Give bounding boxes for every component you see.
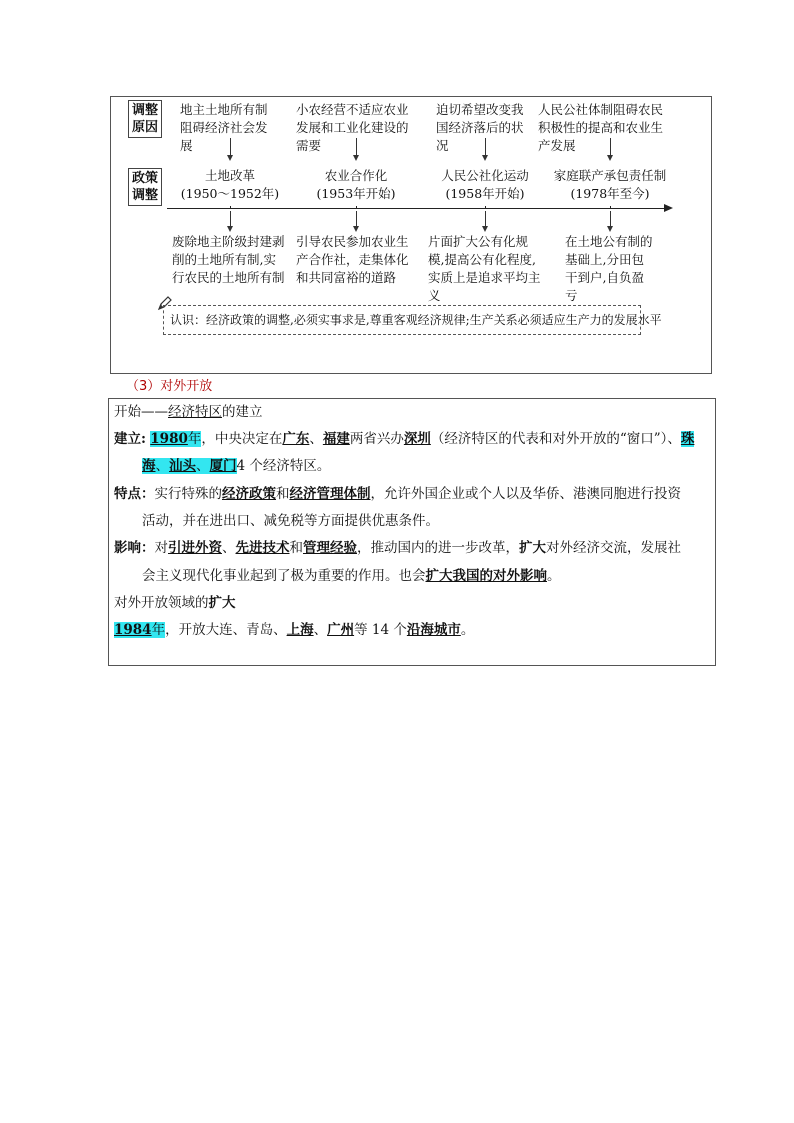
establish-text-3: （经济特区的代表和对外开放的“窗口”）、 [430, 431, 681, 447]
expand-title-text: 对外开放领域的 [114, 595, 209, 611]
comma-1: 、 [155, 458, 169, 474]
xiamen: 厦门 [209, 458, 237, 474]
policy-2-period: (1953年开始) [316, 186, 396, 201]
zhuhai-part-2: 海 [142, 458, 156, 474]
economic-management-system: 经济管理体制 [289, 486, 371, 502]
features-line-1 [114, 484, 681, 504]
y1984-text-1: ，开放大连、青岛、 [165, 622, 287, 638]
year-1980: 1980 [150, 431, 188, 447]
impact-text-3: 对外经济交流，发展社 [546, 540, 681, 556]
y1984-line [114, 620, 474, 640]
features-and: 和 [276, 486, 290, 502]
impact-line-1 [114, 538, 681, 558]
result-1: 废除地主阶级封建剥削的土地所有制,实行农民的土地所有制 [172, 234, 285, 285]
start-suffix: 的建立 [222, 404, 263, 420]
reason-3: 迫切希望改变我国经济落后的状况 [436, 102, 524, 153]
establish-sep: 、 [309, 431, 323, 447]
advanced-technology: 先进技术 [235, 540, 290, 556]
reason-4: 人民公社体制阻碍农民积极性的提高和农业生产发展 [538, 102, 664, 153]
reason-2: 小农经营不适应农业发展和工业化建设的需要 [296, 102, 409, 153]
policy-1 [170, 167, 290, 203]
zhuhai-part-1: 珠 [680, 431, 695, 447]
policy-1-name: 土地改革 [204, 168, 255, 183]
arrow-down [610, 138, 611, 156]
establish-line-1 [114, 429, 694, 449]
management-experience: 管理经验 [303, 540, 357, 556]
impact-text-4: 会主义现代化事业起到了极为重要的作用。也会 [142, 568, 426, 584]
policy-3-period: (1958年开始) [445, 186, 525, 201]
impact-and: 和 [289, 540, 303, 556]
establish-text-4: 4 个经济特区。 [236, 458, 331, 474]
policy-4-name: 家庭联产承包责任制 [553, 168, 667, 183]
shantou: 汕头 [169, 458, 196, 474]
year-1984: 1984 [114, 622, 152, 638]
result-4: 在土地公有制的基础上,分田包干到户,自负盈亏 [565, 234, 653, 303]
arrow-down [610, 211, 611, 227]
expand-influence: 扩大我国的对外影响 [425, 568, 547, 584]
policy-4 [548, 167, 672, 203]
establish-line-2 [142, 456, 330, 476]
timeline-axis [167, 208, 665, 209]
y1984-text-3: 。 [460, 622, 475, 638]
reason-1: 地主土地所有制阻碍经济社会发展 [180, 102, 268, 153]
arrow-down [356, 138, 357, 156]
expand-title-bold: 扩大 [208, 595, 236, 611]
year-1980-suffix: 年 [187, 431, 202, 447]
features-text-2: ，允许外国企业或个人以及华侨、港澳同胞进行投资 [370, 486, 681, 502]
policy-2-name: 农业合作化 [324, 168, 388, 183]
arrow-down [230, 211, 231, 227]
features-label: 特点： [114, 486, 155, 502]
row-label-reason [128, 100, 162, 138]
establish-text-2: 两省兴办 [349, 431, 404, 447]
shenzhen: 深圳 [403, 431, 431, 447]
economic-policy: 经济政策 [222, 486, 276, 502]
arrow-down [485, 211, 486, 227]
impact-text-5: 。 [547, 568, 561, 584]
comma-2: 、 [196, 458, 210, 474]
policy-3 [425, 167, 545, 203]
policy-1-period: (1950～1952年) [180, 186, 280, 201]
impact-line-2 [142, 566, 561, 586]
expand-title [114, 593, 236, 613]
impact-text-2: ，推动国内的进一步改革， [357, 540, 519, 556]
coastal-cities: 沿海城市 [406, 622, 461, 638]
special-economic-zone: 经济特区 [168, 404, 222, 420]
features-text-3: 活动，并在进出口、减免税等方面提供优惠条件。 [142, 513, 439, 529]
row-label-policy-text: 政策调整 [131, 171, 158, 203]
insight-note [163, 305, 662, 335]
shanghai: 上海 [286, 622, 314, 638]
guangzhou: 广州 [327, 622, 355, 638]
features-line-2 [142, 511, 439, 531]
impact-expand: 扩大 [519, 540, 546, 556]
foreign-capital: 引进外资 [168, 540, 222, 556]
features-text-1: 实行特殊的 [154, 486, 222, 502]
start-line [114, 402, 263, 422]
impact-label: 影响： [114, 540, 155, 556]
guangdong: 广东 [282, 431, 310, 447]
establish-label: 建立: [114, 431, 146, 447]
start-prefix: 开始—— [114, 404, 168, 420]
y1984-text-2: 等 14 个 [354, 622, 407, 638]
arrow-down [485, 138, 486, 156]
row-label-policy [128, 168, 162, 206]
policy-3-name: 人民公社化运动 [441, 168, 529, 183]
year-1984-suffix: 年 [151, 622, 166, 638]
result-2: 引导农民参加农业生产合作社，走集体化和共同富裕的道路 [296, 234, 409, 285]
result-3: 片面扩大公有化规模,提高公有化程度,实质上是追求平均主义 [428, 234, 541, 303]
fujian: 福建 [322, 431, 350, 447]
section-heading-opening-up: （3）对外开放 [126, 379, 213, 394]
establish-text-1: ，中央决定在 [201, 431, 283, 447]
policy-4-period: (1978年至今) [570, 186, 650, 201]
arrow-down [230, 138, 231, 156]
policy-2 [296, 167, 416, 203]
arrow-down [356, 211, 357, 227]
row-label-reason-text: 调整原因 [131, 103, 158, 135]
y1984-sep: 、 [313, 622, 328, 638]
impact-sep-1: 、 [222, 540, 236, 556]
impact-text-1: 对 [154, 540, 168, 556]
insight-note-text: 认识：经济政策的调整,必须实事求是,尊重客观经济规律;生产关系必须适应生产力的发展水平 [170, 313, 662, 327]
